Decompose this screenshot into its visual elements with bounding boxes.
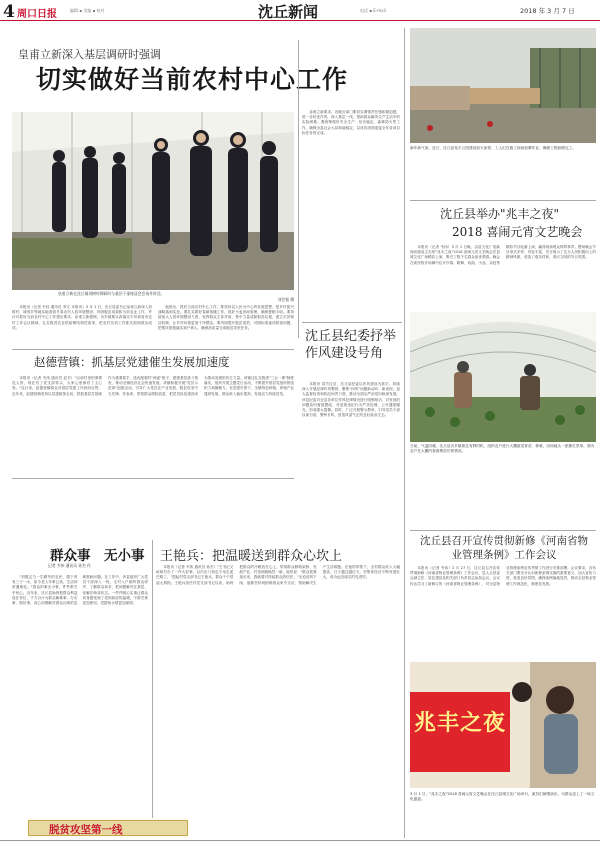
footer-banner <box>28 820 188 836</box>
wanhui-headline-2: 2018 喜闹元宵文艺晚会 <box>452 225 583 239</box>
divider <box>404 28 405 838</box>
divider <box>302 322 402 323</box>
lead-body-para: 本报讯（记者 韦伟 通讯员 李文 本报讯）3 月 1 日，沈丘县委书记皇甫立新深入刘树村、城郊乡等地实地查看冬春农村人居环境整治、巩固脱贫成果和当前农业工作，并针对抓好当前农村中心工作提出要求。皇甫立新强调，各乡镇要认真落实中央和省市农村工作会议精神，扎实推进农业供给侧结构性改革，把农村各项工作抓实抓细抓出成效。 <box>12 305 152 330</box>
section-title: 沈丘新闻 <box>258 3 319 21</box>
lead-body-para: 皇甫立新要求，各级各部门要切实增强责任感和紧迫感，进一步转变作风，深入基层一线，帮助群众解决生产生活中的实际困难。要统筹做好安全生产、信访稳定、森林防火等工作，确保全县社会大局和谐稳定，以优异成绩迎接全年各项目标任务的完成。 <box>302 110 400 135</box>
wanhui-body-para: 本报讯（记者 韦伟）3 月 1 日晚，由县文化广电新闻出版局主办的"兆丰之夜"2018 喜闹元宵文艺晚会在县城文化广场精彩上演，吸引了数千名群众前来观看。晚会在欢快的开场舞中拉开序幕，歌舞、戏曲、小品、杂技等精彩节目轮番上演，赢得现场观众阵阵掌声。整场晚会节目形式多样、内容丰富，充分展示了沈丘人民积极向上的精神风貌，营造了欢乐祥和、喜庆文明的节日氛围。 <box>410 245 596 265</box>
divider <box>152 540 153 818</box>
wuye-body-para: 本报讯（记者 韦伟）2 月 27 日，沈丘县召开宣传贯彻新修《河南省物业管理条例》工作会议，县人大常委会副主任、县住建局及相关部门负责同志参加会议。会议传达学习了新修订的《河南省物业管理条例》，对全县物业管理条例宣传贯彻工作进行安排部署。会议要求，各有关部门要充分认识新修条例实施的重要意义，加大宣传力度，营造良好氛围，确保条例落地见效，推动全县物业管理工作规范化、制度化发展。 <box>410 566 596 586</box>
qunzhong-headline: 群众事 无小事 <box>50 548 145 564</box>
wangyan-headline: 王艳兵：把温暖送到群众心坎上 <box>160 549 343 564</box>
lead-photo-caption: 皇甫立新在沈丘镇刘树村调研时与基层干部座谈会会场并讲话。 <box>58 291 165 296</box>
lead-body-col3 <box>302 110 400 320</box>
issue-date: 2018 年 3 月 7 日 <box>520 7 575 15</box>
zhaoji-body-para: 本报讯（记者 韦伟 通讯员 赵书）"以前村里的事情没人管，现在有了党支部带头，大家心里都有了主心骨。"连日来，赵德营镇群众对基层党建工作纷纷点赞。近年来，赵德营镇坚持以党建统领全局，把抓基层打基础作为重要抓手，选优配强村"两委"班子，建强基层战斗堡垒，推动全镇经济社会快速发展。该镇积极开展"党员示范岗"创建活动，引导广大党员在产业发展、脱贫攻坚中当先锋、作表率，带领群众增收致富，把党员队伍建设成为推动发展的有生力量。该镇还扎实推进"三会一课"制度落实，组织开展主题党日活动，不断提升基层党组织的组织力和凝聚力。在党建引领下，全镇特色种植、养殖产业蓬勃发展，群众收入稳步提高，发展活力持续迸发。 <box>12 376 294 396</box>
page-number: 4 <box>3 2 15 22</box>
wangyan-body-para: 本报讯（记者 韦伟 通讯员 孙杰）"王书记又给咱村办了一件大好事，以后出门再也不用走泥巴路了。"提起村党支部书记王艳兵，群众个个竖起大拇指。王艳兵担任村党支部书记以来，始终把群众的冷暖放在心上，带领群众修路架桥、发展产业，村里面貌焕然一新。他常说："群众把我选出来，我就要对得起群众的信任。"无论刮风下雨，他都坚持到困难群众家中走访，帮助解决生产生活难题。在他的带领下，全村群众收入大幅提高，日子越过越红火，村集体经济不断发展壮大，成为远近闻名的先进村。 <box>156 565 400 585</box>
lead-body-col2 <box>158 305 294 345</box>
lead-body-para: 他指出，抓好当前农村中心工作，要坚持以人民为中心的发展思想，把乡村振兴战略落到实处。要扎实做好春耕备播工作，抓好小麦田间管理，确保夏粮丰收。要持续加大人居环境整治力度，发挥群众主体作用，集中力量清除积存垃圾，建立长效保洁机制，让乡村环境更加干净整洁。要巩固提升脱贫成效，对照标准逐项排查问题，把帮扶措施落实到户到人，确保高质量完成脱贫攻坚任务。 <box>158 305 294 330</box>
lead-photo <box>12 112 294 290</box>
photo-bottom-right-caption: 3 月 1 日，"兆丰之夜"2018 喜闹元宵文艺晚会在沈丘县城文化广场举行，演员们倾情演出，为群众送上了一场文化盛宴。 <box>410 792 595 802</box>
jiwei-body <box>302 382 400 540</box>
jiwei-body-para: 本报讯 春节过后，沈丘县纪委以作风建设为抓手，持续深入开展纪律作风整顿，聚焦"四风"问题新动向、新表现，加大监督检查和执纪问责力度，推动全面从严治党向纵深发展。该县纪委对全县各单位作风纪律情况进行明察暗访，对发现的问题及时督促整改，对违规违纪行为严肃处理，公开通报曝光，形成强大震慑。同时，广泛开展警示教育，引导党员干部以案为鉴、警钟长鸣，营造风清气正的良好政治生态。 <box>302 382 400 418</box>
lead-kicker: 皇甫立新深入基层调研时强调 <box>18 48 161 61</box>
wangyan-body <box>156 565 400 821</box>
divider <box>12 349 294 350</box>
contact-info: 电话 ▪ E-mail <box>360 8 386 13</box>
divider <box>12 478 294 479</box>
photo-top-right-caption: 新年新气象。近日，沈丘县兆丰公园建设如火如荼，工人们在施工现场加紧作业，确保工程如期完工。 <box>410 146 576 150</box>
wuye-headline: 沈丘县召开宣传贯彻新修《河南省物业管理条例》工作会议 <box>420 535 588 561</box>
page-header <box>0 0 600 22</box>
wanhui-photo <box>410 662 596 788</box>
zhaoji-headline: 赵德营镇：抓基层党建催生发展加速度 <box>34 355 230 369</box>
footer-rule <box>0 840 600 841</box>
header-rule <box>0 20 600 21</box>
greenhouse-photo <box>410 312 596 442</box>
lead-headline: 切实做好当前农村中心工作 <box>36 65 349 94</box>
divider <box>298 40 299 338</box>
lead-photo-credit: 刘会强 摄 <box>277 297 294 302</box>
editor-meta: 编辑 ▪ 美编 ▪ 校对 <box>70 8 105 13</box>
lead-body-col1 <box>12 305 152 345</box>
zhaoji-body <box>12 376 294 472</box>
jiwei-headline: 沈丘县纪委抒举作风建设号角 <box>305 329 397 361</box>
qunzhong-byline: 记者 韦伟 通讯员 孙杰 作 <box>48 563 91 568</box>
construction-photo <box>410 28 596 143</box>
qunzhong-body <box>12 575 148 813</box>
footer-banner-text: 脱贫攻坚第一线 <box>49 824 123 836</box>
photo-mid-right-caption: 当前，气温回暖，沈丘县各乡镇抓住有利时机，组织农户进行大棚蔬菜育苗、移栽，田间地头一派繁忙景象。图为农户在大棚内查看秧苗长势情况。 <box>410 444 595 454</box>
divider <box>410 530 596 531</box>
divider <box>410 200 596 201</box>
wuye-body <box>410 566 596 658</box>
qunzhong-body-para: "刘德志乃一生勤劳的农民，膝下育有三子一女，如今老人年事已高，生活却常遇难处。"群众的事无小事，件件都关乎民心。近年来，沈丘县始终把群众利益放在首位，千方百计为群众解难事、办实事、做好事，用心用情解决群众反映的急难愁盼问题。在工作中，该县组织广大党员干部深入一线，走村入户倾听群众呼声，了解群众诉求，把问题解决在基层、化解在萌芽状态。一件件暖心实事让群众切身感受到了党和政府的温暖，干群关系更加密切，党群鱼水情更加深厚。 <box>12 575 148 606</box>
wanhui-headline-1: 沈丘县举办"兆丰之夜" <box>440 207 560 221</box>
newspaper-logo: 周口日报 <box>17 9 57 20</box>
wanhui-banner-text: 兆丰之夜 <box>414 710 507 736</box>
wanhui-body <box>410 245 596 301</box>
